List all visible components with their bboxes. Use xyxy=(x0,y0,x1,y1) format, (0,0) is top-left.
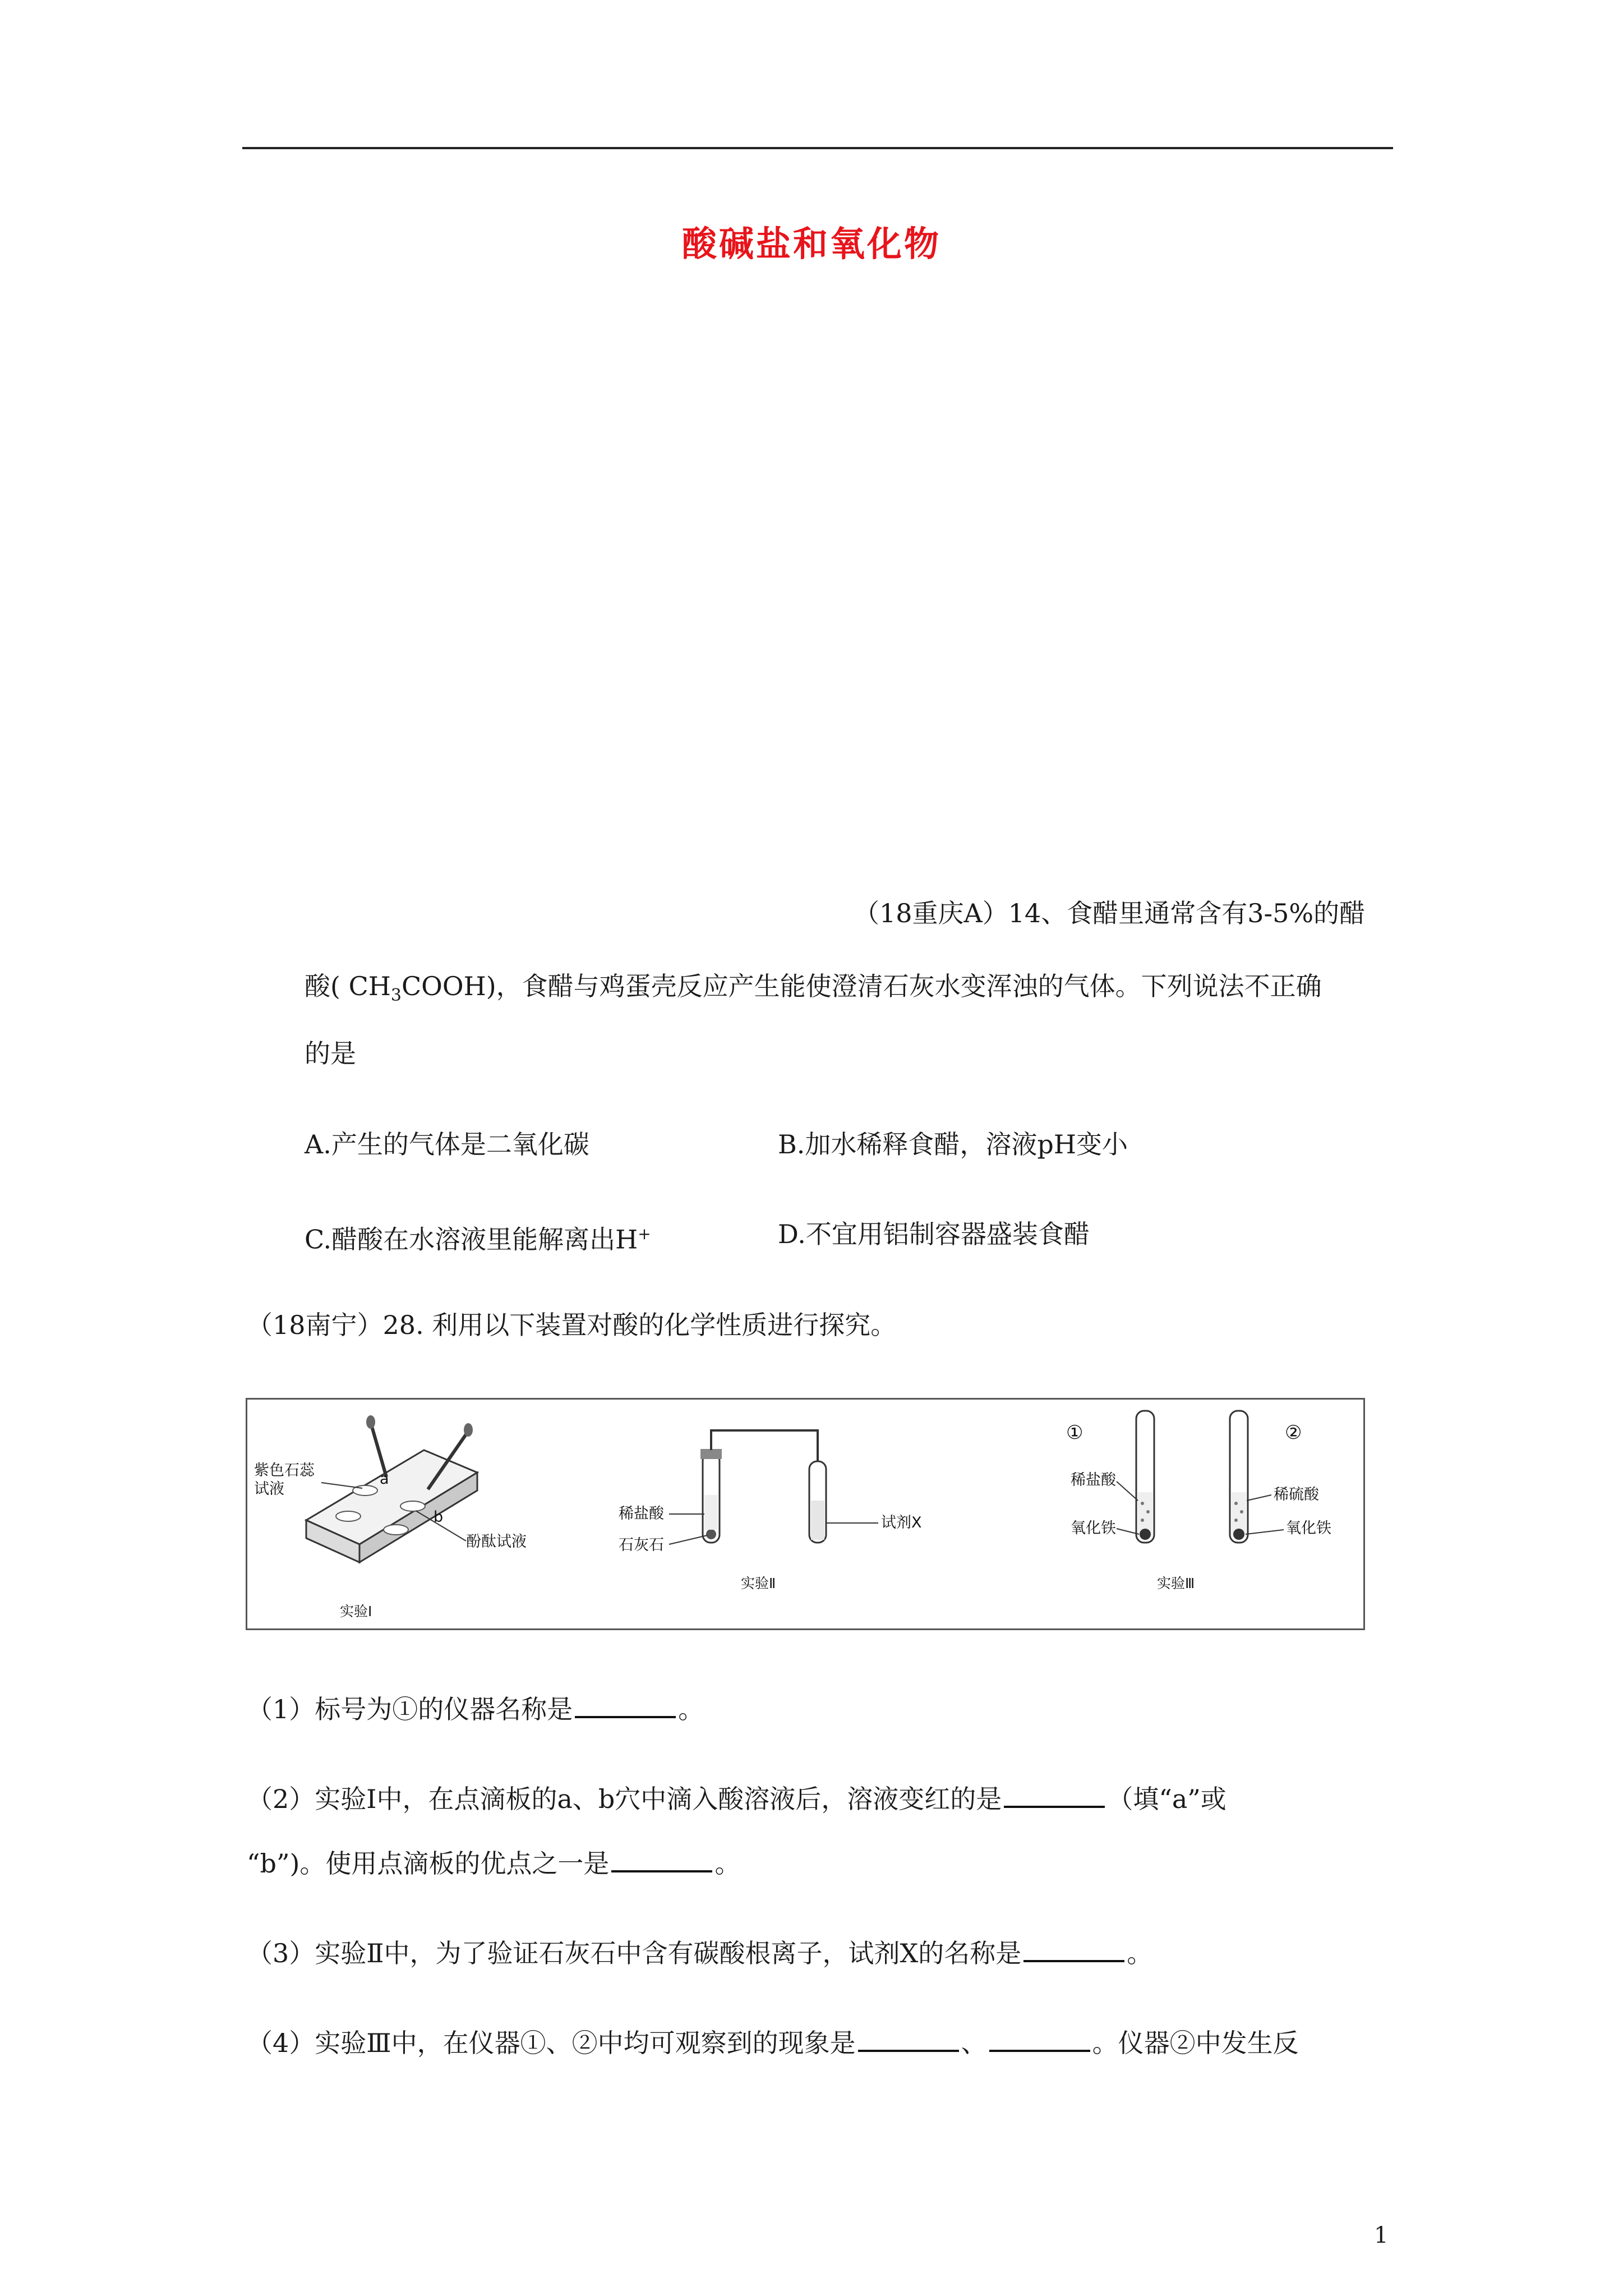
bubble xyxy=(1146,1510,1150,1513)
page-number: 1 xyxy=(1374,2223,1389,2248)
answer-blank-1[interactable] xyxy=(575,1691,676,1718)
dropper-right-bulb xyxy=(464,1423,473,1437)
delivery-tube xyxy=(711,1430,818,1512)
q14-line2-post: COOH)，食醋与鸡蛋壳反应产生能使澄清石灰水变浑浊的气体。下列说法不正确 xyxy=(401,971,1322,1001)
bubble xyxy=(1141,1519,1144,1522)
caption-exp3: 实验Ⅲ xyxy=(1157,1575,1195,1591)
well-b-label: b xyxy=(434,1508,444,1526)
q14-line2-pre: 酸( CH xyxy=(305,971,391,1001)
bubble xyxy=(1234,1519,1238,1522)
well-a-label: a xyxy=(380,1470,389,1488)
exp3-label-h2so4: 稀硫酸 xyxy=(1274,1486,1319,1503)
exp2-label-hcl: 稀盐酸 xyxy=(619,1505,664,1522)
stopper-left xyxy=(700,1449,722,1459)
q14-option-b: B.加水稀释食醋，溶液pH变小 xyxy=(778,1129,1128,1159)
bubble xyxy=(1141,1502,1144,1505)
exp2-label-limestone: 石灰石 xyxy=(619,1536,664,1554)
q14-line2 xyxy=(305,969,1322,1013)
q28-sub4-end: 。仪器②中发生反 xyxy=(1092,2028,1299,2058)
bubble xyxy=(1240,1510,1243,1513)
q28-sub1-end: 。 xyxy=(678,1694,704,1724)
q28-sub2-line2-text: “b”)。使用点滴板的优点之一是 xyxy=(247,1848,610,1879)
answer-blank-3[interactable] xyxy=(1023,1935,1124,1962)
experiment-figure-svg xyxy=(247,1400,1363,1628)
q14-option-d: D.不宜用铝制容器盛装食醋 xyxy=(778,1219,1090,1249)
q28-sub3 xyxy=(247,1935,1152,1970)
experiment-figure xyxy=(246,1398,1365,1630)
page-title: 酸碱盐和氧化物 xyxy=(681,223,941,264)
tube2-mark: ② xyxy=(1285,1421,1302,1444)
limestone-lumps xyxy=(706,1529,716,1539)
exp3-label-oxide-right: 氧化铁 xyxy=(1286,1520,1331,1537)
q14-option-c xyxy=(305,1217,651,1256)
dropper-left-bulb xyxy=(366,1415,375,1429)
tube1-mark: ① xyxy=(1066,1421,1083,1444)
answer-blank-2b[interactable] xyxy=(611,1846,712,1872)
q28-sub2-line2 xyxy=(247,1846,740,1880)
answer-blank-4b[interactable] xyxy=(989,2025,1090,2052)
label-purple-litmus-1: 紫色石蕊 xyxy=(254,1462,315,1479)
q28-intro: （18南宁）28. 利用以下装置对酸的化学性质进行探究。 xyxy=(247,1310,897,1340)
q14-subscript: 3 xyxy=(390,986,402,1006)
leader-exp3-hcl xyxy=(1117,1481,1138,1501)
q28-sub4-sep: 、 xyxy=(961,2028,987,2058)
q28-sub2-line2-end: 。 xyxy=(714,1848,741,1879)
tube-2-oxide xyxy=(1233,1529,1244,1540)
label-purple-litmus-2: 试液 xyxy=(254,1480,284,1498)
q28-sub2-line1 xyxy=(247,1781,1227,1816)
exp3-label-hcl: 稀盐酸 xyxy=(1071,1471,1116,1489)
q28-sub3-end: 。 xyxy=(1127,1938,1153,1968)
well-d xyxy=(384,1525,408,1535)
answer-blank-4a[interactable] xyxy=(858,2025,959,2052)
dropper-left xyxy=(372,1427,386,1477)
q28-sub4-text: （4）实验Ⅲ中，在仪器①、②中均可观察到的现象是 xyxy=(247,2028,856,2058)
q14-line1: （18重庆A）14、食醋里通常含有3-5%的醋 xyxy=(854,898,1366,928)
q28-sub1-text: （1）标号为①的仪器名称是 xyxy=(247,1694,573,1724)
experiment-1 xyxy=(254,1415,527,1619)
q28-sub4 xyxy=(247,2025,1299,2060)
hcl-liquid xyxy=(704,1495,718,1530)
leader-purple xyxy=(321,1483,362,1488)
q28-sub1 xyxy=(247,1691,704,1726)
q14-line3: 的是 xyxy=(305,1038,356,1069)
leader-limestone xyxy=(669,1535,707,1544)
q14-option-c-sup: + xyxy=(638,1225,651,1243)
header-rule xyxy=(242,147,1393,149)
well-c xyxy=(336,1511,361,1521)
experiment-3 xyxy=(1066,1411,1331,1591)
q28-sub3-text: （3）实验Ⅱ中，为了验证石灰石中含有碳酸根离子，试剂X的名称是 xyxy=(247,1938,1022,1968)
q14-option-c-text: C.醋酸在水溶液里能解离出H xyxy=(305,1224,638,1255)
exp2-label-reagent: 试剂X xyxy=(881,1514,922,1531)
experiment-2 xyxy=(619,1430,922,1591)
exp3-label-oxide-left: 氧化铁 xyxy=(1071,1520,1116,1537)
reagent-x-liquid xyxy=(811,1501,824,1540)
q28-sub2-text: （2）实验Ⅰ中，在点滴板的a、b穴中滴入酸溶液后，溶液变红的是 xyxy=(247,1784,1002,1814)
leader-exp3-h2so4 xyxy=(1247,1495,1271,1501)
q28-sub2-mid: （填“a”或 xyxy=(1107,1784,1227,1814)
bubble xyxy=(1234,1502,1238,1505)
q14-option-a: A.产生的气体是二氧化碳 xyxy=(305,1129,589,1159)
caption-exp2: 实验Ⅱ xyxy=(741,1575,776,1591)
tube-1-oxide xyxy=(1140,1529,1151,1540)
answer-blank-2a[interactable] xyxy=(1004,1781,1105,1808)
leader-exp3-oxide-right xyxy=(1246,1530,1284,1534)
well-b xyxy=(400,1501,425,1511)
caption-exp1: 实验Ⅰ xyxy=(340,1603,372,1619)
label-phenolphthalein: 酚酞试液 xyxy=(466,1533,527,1550)
